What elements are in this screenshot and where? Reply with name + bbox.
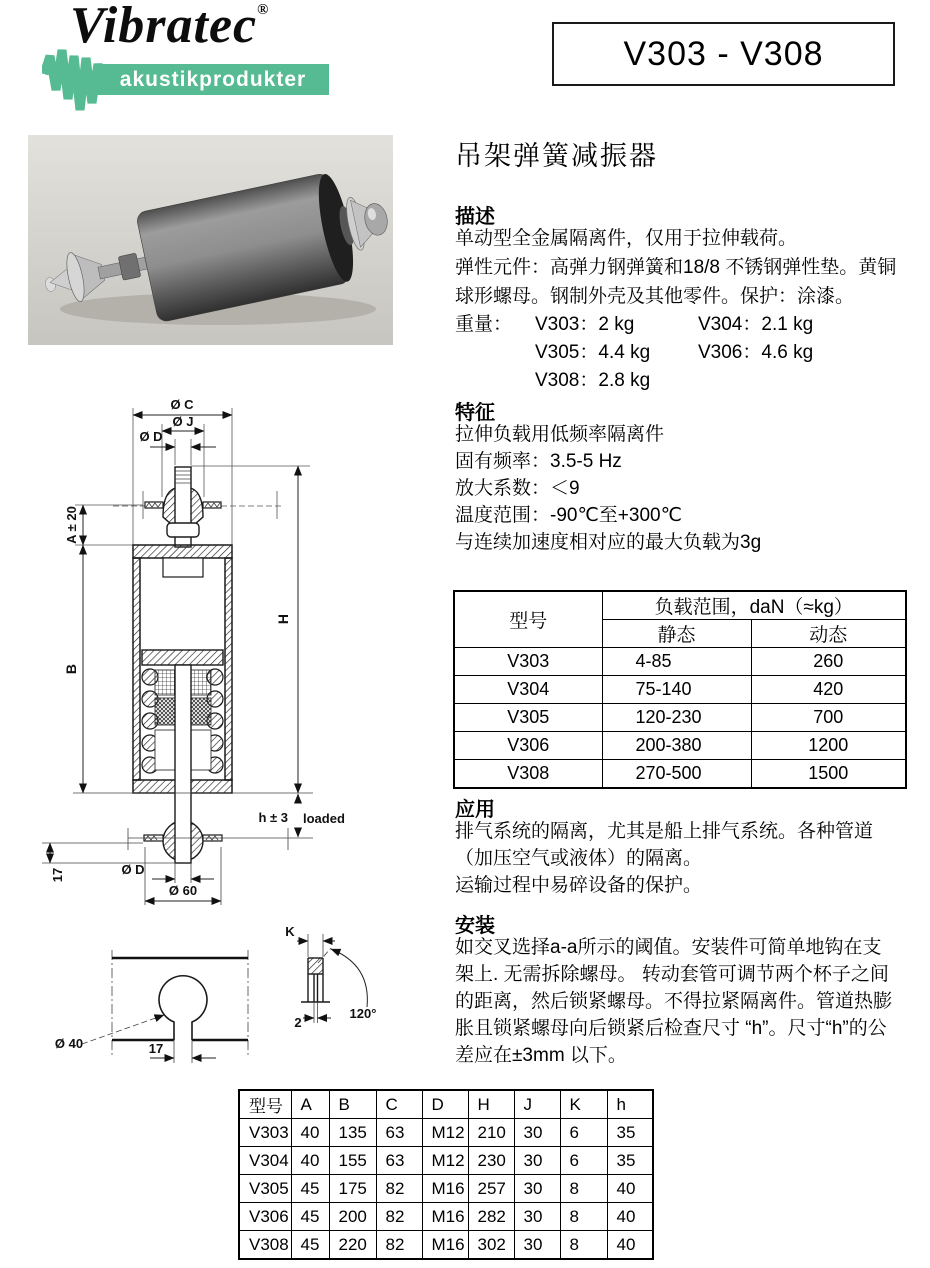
table-row (454, 760, 906, 789)
dim-cell: M12 (422, 1119, 468, 1147)
installation-line: 如交叉选择a-a所示的阈值。安装件可简单地钩在支 (455, 937, 882, 958)
dim-cell: 35 (607, 1147, 653, 1175)
dim-cell: V306 (239, 1203, 291, 1231)
static-cell: 4-85 (602, 648, 751, 676)
dim-label-h-tol: h ± 3 (258, 810, 288, 825)
static-cell: 270-500 (602, 760, 751, 789)
product-photo (28, 135, 393, 345)
dynamic-cell: 420 (751, 676, 906, 704)
application-paragraph (455, 818, 873, 899)
dim-cell: 8 (560, 1203, 607, 1231)
description-line: 球形螺母。钢制外壳及其他零件。保护：涂漆。 (455, 286, 855, 307)
dim-cell: 40 (291, 1119, 329, 1147)
dim-label-dia-40: Ø 40 (54, 1036, 84, 1051)
static-cell: 120-230 (602, 704, 751, 732)
weight-value: V306：4.6 kg (698, 342, 814, 363)
dim-label-dia-60: Ø 60 (168, 883, 198, 898)
description-line: 弹性元件：高弹力钢弹簧和18/8 不锈钢弹性垫。黄铜 (455, 257, 897, 278)
vibratec-logo (42, 2, 332, 120)
dim-cell: 220 (329, 1231, 376, 1260)
weight-list (455, 311, 813, 395)
dim-cell: 40 (607, 1203, 653, 1231)
dim-cell: M12 (422, 1147, 468, 1175)
dim-cell: 30 (514, 1175, 560, 1203)
dim-cell: V304 (239, 1147, 291, 1175)
table-row (454, 676, 906, 704)
dim-cell: 302 (468, 1231, 514, 1260)
application-line: 运输过程中易碎设备的保护。 (455, 875, 703, 896)
dim-cell: 175 (329, 1175, 376, 1203)
weight-row (455, 311, 813, 339)
table-header-row (239, 1090, 653, 1119)
dynamic-cell: 260 (751, 648, 906, 676)
dim-header: A (291, 1090, 329, 1119)
load-span-header: 负载范围，daN（≈kg） (602, 591, 906, 620)
dim-header: C (376, 1090, 422, 1119)
dim-cell: 135 (329, 1119, 376, 1147)
static-cell: 75-140 (602, 676, 751, 704)
model-cell: V304 (454, 676, 602, 704)
dim-cell: 282 (468, 1203, 514, 1231)
dim-cell: 45 (291, 1175, 329, 1203)
feature-line: 温度范围：-90℃至+300℃ (455, 505, 682, 526)
dim-cell: 210 (468, 1119, 514, 1147)
table-row (454, 704, 906, 732)
dim-cell: 8 (560, 1175, 607, 1203)
dim-cell: 63 (376, 1147, 422, 1175)
dim-label-dia-d-top: Ø D (139, 429, 163, 444)
dim-cell: 257 (468, 1175, 514, 1203)
dynamic-cell: 700 (751, 704, 906, 732)
weight-row (455, 339, 813, 367)
dim-cell: 6 (560, 1147, 607, 1175)
dim-label-k: K (285, 924, 295, 939)
dim-cell: M16 (422, 1203, 468, 1231)
application-heading: 应用 (455, 799, 495, 821)
installation-line: 差应在±3mm 以下。 (455, 1045, 627, 1066)
dim-label-h-total: H (275, 613, 291, 625)
dim-label-17-slot: 17 (148, 1041, 164, 1056)
load-range-table (453, 590, 907, 789)
description-heading: 描述 (455, 206, 495, 228)
weight-label: 重量： (455, 314, 513, 335)
dim-cell: 82 (376, 1231, 422, 1260)
dim-header: h (607, 1090, 653, 1119)
dynamic-cell: 1500 (751, 760, 906, 789)
weight-value: V308：2.8 kg (535, 370, 651, 391)
table-row (454, 732, 906, 760)
dim-cell: 82 (376, 1203, 422, 1231)
brand-name: Vibratec® (70, 0, 270, 54)
dim-header: D (422, 1090, 468, 1119)
dim-label-dia-d-bot: Ø D (121, 862, 145, 877)
dim-cell: 230 (468, 1147, 514, 1175)
model-range: V303 - V308 (623, 34, 824, 73)
table-row (239, 1231, 653, 1260)
dim-label-b: B (63, 663, 79, 675)
dim-cell: 45 (291, 1203, 329, 1231)
installation-line: 架上. 无需拆除螺母。 转动套管可调节两个杯子之间 (455, 964, 889, 985)
application-line: 排气系统的隔离，尤其是船上排气系统。各种管道 (455, 821, 874, 842)
dim-cell: 82 (376, 1175, 422, 1203)
description-paragraph (455, 224, 896, 311)
page-title: 吊架弹簧减振器 (455, 141, 658, 171)
static-cell: 200-380 (602, 732, 751, 760)
dim-label-dia-j: Ø J (172, 414, 194, 429)
brand-tagline: akustikprodukter (119, 67, 307, 91)
dim-cell: 30 (514, 1231, 560, 1260)
model-cell: V308 (454, 760, 602, 789)
dim-header: K (560, 1090, 607, 1119)
dim-cell: V303 (239, 1119, 291, 1147)
table-row (454, 648, 906, 676)
dim-cell: 40 (607, 1175, 653, 1203)
table-row (239, 1175, 653, 1203)
dim-cell: V308 (239, 1231, 291, 1260)
dim-header: B (329, 1090, 376, 1119)
dim-cell: 30 (514, 1119, 560, 1147)
feature-line: 拉伸负载用低频率隔离件 (455, 424, 665, 445)
feature-line: 放大系数：＜9 (455, 478, 580, 499)
dim-label-loaded: loaded (303, 811, 345, 826)
dim-cell: 8 (560, 1231, 607, 1260)
installation-line: 的距离，然后锁紧螺母。不得拉紧隔离件。管道热膨 (455, 991, 893, 1012)
dim-cell: M16 (422, 1231, 468, 1260)
dim-label-17-side: 17 (50, 867, 65, 883)
load-static-header: 静态 (602, 620, 751, 648)
dim-label-2: 2 (294, 1015, 302, 1030)
registered-mark: ® (257, 2, 270, 18)
model-cell: V303 (454, 648, 602, 676)
dim-label-dia-c: Ø C (170, 397, 194, 412)
model-cell: V306 (454, 732, 602, 760)
application-line: （加压空气或液体）的隔离。 (455, 848, 703, 869)
table-row (239, 1147, 653, 1175)
features-list (455, 421, 761, 556)
feature-line: 与连续加速度相对应的最大负载为3g (455, 532, 762, 553)
description-line: 单动型全金属隔离件，仅用于拉伸载荷。 (455, 228, 798, 249)
dim-header: 型号 (239, 1090, 291, 1119)
feature-line: 固有频率：3.5-5 Hz (455, 451, 622, 472)
brand-tagline-band (97, 64, 329, 95)
technical-drawing (30, 385, 450, 1085)
weight-value: V304：2.1 kg (698, 314, 814, 335)
dim-cell: 40 (291, 1147, 329, 1175)
installation-heading: 安装 (455, 915, 495, 937)
installation-paragraph (455, 934, 892, 1069)
dim-header: H (468, 1090, 514, 1119)
weight-row (455, 367, 813, 395)
dim-cell: 200 (329, 1203, 376, 1231)
dynamic-cell: 1200 (751, 732, 906, 760)
model-cell: V305 (454, 704, 602, 732)
installation-line: 胀且锁紧螺母向后锁紧后检查尺寸 “h”。尺寸“h”的公 (455, 1018, 887, 1039)
dim-cell: 45 (291, 1231, 329, 1260)
dim-cell: 155 (329, 1147, 376, 1175)
weight-value: V305：4.4 kg (535, 342, 651, 363)
table-row (239, 1119, 653, 1147)
model-range-box (552, 22, 895, 86)
dim-cell: 63 (376, 1119, 422, 1147)
dimension-table (238, 1089, 654, 1260)
dim-cell: 35 (607, 1119, 653, 1147)
features-heading: 特征 (455, 402, 495, 424)
table-row (239, 1203, 653, 1231)
dim-cell: 30 (514, 1203, 560, 1231)
load-col-model-header: 型号 (454, 591, 602, 648)
dim-cell: V305 (239, 1175, 291, 1203)
dim-label-a: A ± 20 (64, 506, 79, 544)
dim-cell: 30 (514, 1147, 560, 1175)
dim-header: J (514, 1090, 560, 1119)
dim-label-angle: 120° (349, 1006, 377, 1021)
load-dynamic-header: 动态 (751, 620, 906, 648)
weight-value: V303：2 kg (535, 314, 635, 335)
dim-cell: 40 (607, 1231, 653, 1260)
dim-cell: 6 (560, 1119, 607, 1147)
dim-cell: M16 (422, 1175, 468, 1203)
